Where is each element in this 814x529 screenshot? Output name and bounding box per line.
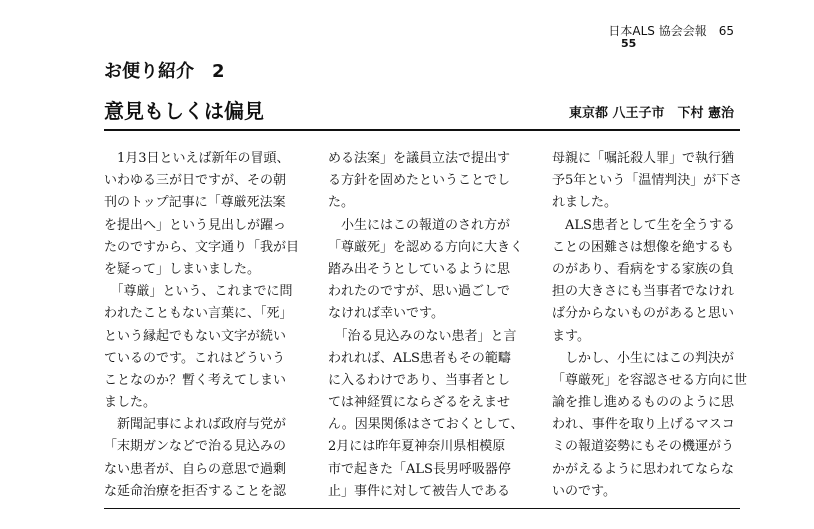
text-line: かがえるように思われてならな bbox=[552, 461, 735, 477]
text-line: 踏み出そうとしているように思 bbox=[328, 261, 511, 277]
text-line: ては神経質にならざるをえませ bbox=[328, 395, 511, 411]
text-line: 「尊厳死」を認める方向に大きく bbox=[328, 239, 524, 255]
article-title: 意見もしくは偏見 bbox=[104, 99, 264, 123]
author-byline: 東京都 八王子市 下村 憲治 bbox=[568, 106, 734, 121]
publication-header: 日本ALS 協会会報 65 bbox=[608, 24, 734, 38]
text-line: たのですから、文字通り「我が目 bbox=[104, 239, 300, 255]
text-line: ない患者が、自らの意思で過剰 bbox=[104, 461, 287, 477]
text-line: 刊のトップ記事に「尊厳死法案 bbox=[104, 195, 286, 211]
title-divider bbox=[104, 129, 740, 131]
text-line: 担の大きさにも当事者でなけれ bbox=[552, 284, 735, 300]
text-line: われたこともない言葉に、「死」 bbox=[104, 306, 293, 322]
text-line: 止」事件に対して被告人である bbox=[328, 483, 511, 499]
text-column-2 bbox=[328, 148, 524, 503]
text-line: に入るわけであり、当事者とし bbox=[328, 372, 511, 388]
text-line: 「尊厳」という、これまでに問 bbox=[104, 284, 293, 300]
section-title: お便り紹介 2 bbox=[104, 61, 225, 82]
text-line: れました。 bbox=[552, 195, 618, 211]
text-line: 1月3日といえば新年の冒頭、 bbox=[104, 151, 290, 166]
text-line: ているのです。これはどういう bbox=[104, 350, 285, 366]
text-line: める法案」を議員立法で提出す bbox=[328, 151, 511, 166]
text-line: 母親に「嘱託殺人罪」で執行猶 bbox=[552, 151, 735, 166]
text-line: た。 bbox=[328, 195, 355, 211]
text-line: という縁起でもない文字が続い bbox=[104, 328, 287, 344]
text-line: われれば、ALS患者もその範疇 bbox=[328, 350, 511, 366]
text-line: われたのですが、思い過ごしで bbox=[328, 284, 511, 300]
text-line: 新聞記事によれば政府与党が bbox=[104, 417, 287, 433]
text-line: ことの困難さは想像を絶するも bbox=[552, 239, 735, 255]
text-line: 2月には昨年夏神奈川県相模原 bbox=[328, 439, 506, 455]
text-line: ます。 bbox=[552, 328, 590, 344]
text-line: 論を推し進めるもののように思 bbox=[552, 395, 735, 411]
text-line: な延命治療を拒否することを認 bbox=[104, 483, 287, 499]
bottom-divider bbox=[104, 508, 740, 509]
page-number: 55 bbox=[621, 37, 637, 50]
text-line: 予5年という「温情判決」が下さ bbox=[552, 173, 743, 189]
text-line: ことなのか？暫く考えてしまい bbox=[104, 372, 287, 388]
text-line: ALS患者として生を全うする bbox=[552, 217, 735, 233]
text-line: われ、事件を取り上げるマスコ bbox=[552, 417, 735, 433]
text-line: いのです。 bbox=[552, 483, 616, 499]
text-line: ました。 bbox=[104, 395, 157, 411]
text-line: 「末期ガンなどで治る見込みの bbox=[104, 439, 287, 455]
text-line: を提出へ」という見出しが躍っ bbox=[104, 217, 287, 233]
text-column-3 bbox=[552, 148, 748, 503]
text-line: しかし、小生にはこの判決が bbox=[552, 350, 735, 366]
text-line: ば分からないものがあると思い bbox=[552, 306, 735, 322]
text-line: 市で起きた「ALS長男呼吸器停 bbox=[328, 461, 511, 477]
text-line: を疑って」しまいました。 bbox=[104, 261, 261, 277]
text-line: ん。因果関係はさておくとして、 bbox=[328, 417, 524, 433]
text-line: 「尊厳死」を容認させる方向に世 bbox=[552, 372, 748, 388]
text-line: のがあり、看病をする家族の負 bbox=[552, 261, 735, 277]
text-line: 小生にはこの報道のされ方が bbox=[328, 217, 511, 233]
text-line: ミの報道姿勢にもその機運がう bbox=[552, 439, 735, 455]
text-line: る方針を固めたということでし bbox=[328, 173, 511, 189]
text-column-1 bbox=[104, 148, 300, 503]
text-line: いわゆる三が日ですが、その朝 bbox=[104, 173, 287, 189]
text-line: なければ幸いです。 bbox=[328, 306, 444, 322]
text-line: 「治る見込みのない患者」と言 bbox=[328, 328, 517, 344]
